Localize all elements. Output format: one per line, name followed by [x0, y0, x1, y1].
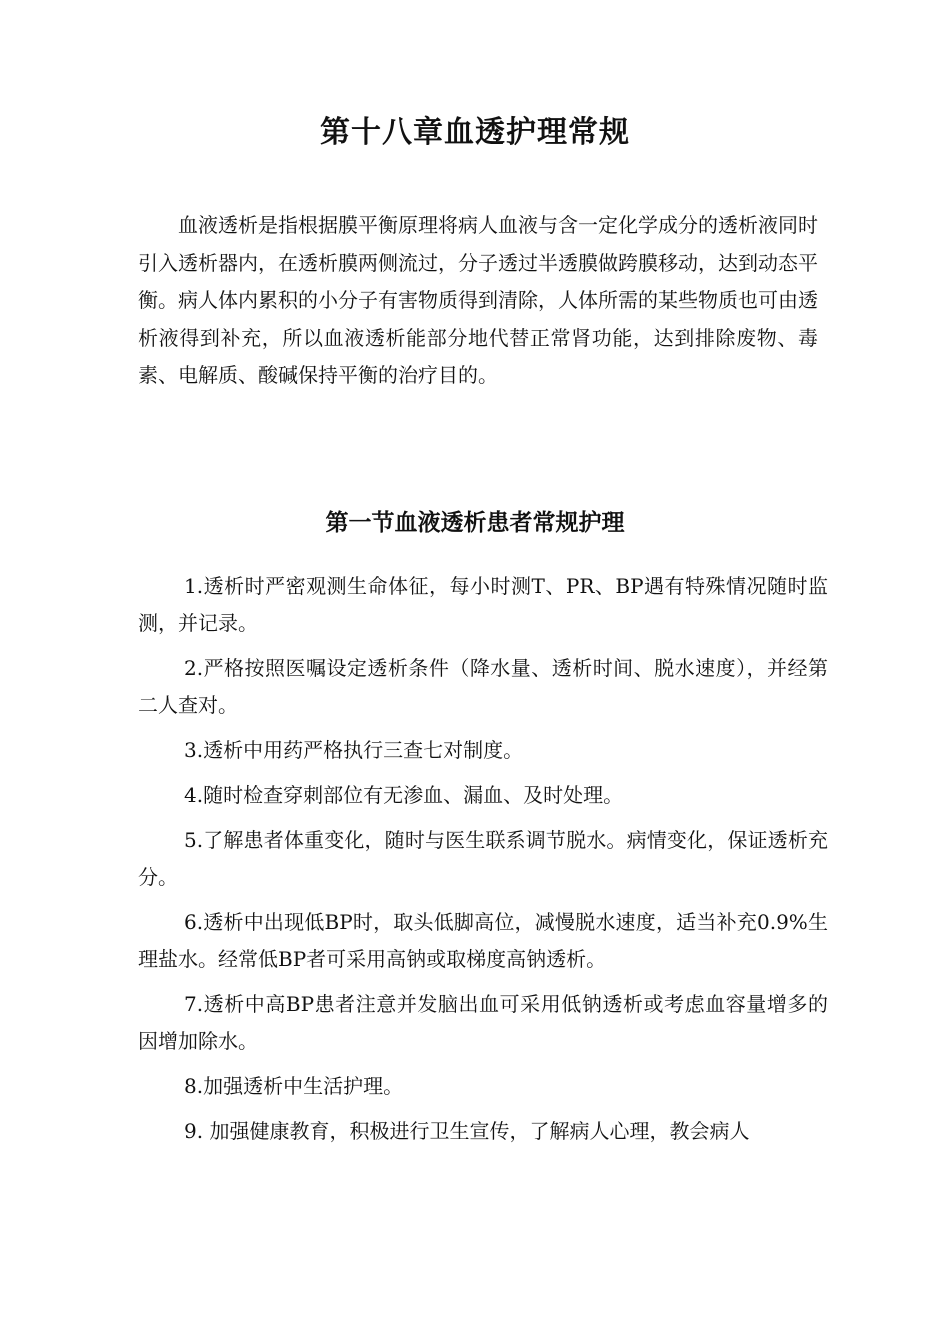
list-item: 3.透析中用药严格执行三查七对制度。 [184, 738, 524, 762]
list-item: 6.透析中出现低BP时，取头低脚高位，减慢脱水速度，适当补充0.9%生理盐水。经常低BP者可采用高钠或取梯度高钠透析。 [138, 910, 828, 971]
nursing-items-list [138, 568, 828, 1158]
list-item: 4.随时检查穿刺部位有无渗血、漏血、及时处理。 [184, 783, 624, 807]
intro-paragraph: 血液透析是指根据膜平衡原理将病人血液与含一定化学成分的透析液同时引入透析器内，在透析膜两侧流过，分子透过半透膜做跨膜移动，达到动态平衡。病人体内累积的小分子有害物质得到清除，人体所需的某些物质也可由透析液得到补充，所以血液透析能部分地代替正常肾功能，达到排除废物、毒素、电解质、酸碱保持平衡的治疗目的。 [138, 213, 818, 387]
chapter-title: 第十八章血透护理常规 [320, 115, 630, 150]
list-item: 2.严格按照医嘱设定透析条件（降水量、透析时间、脱水速度），并经第二人查对。 [138, 656, 828, 717]
list-item: 7.透析中高BP患者注意并发脑出血可采用低钠透析或考虑血容量增多的因增加除水。 [138, 992, 828, 1053]
list-item: 9. 加强健康教育，积极进行卫生宣传，了解病人心理，教会病人 [184, 1119, 750, 1143]
list-item: 1.透析时严密观测生命体征，每小时测T、PR、BP遇有特殊情况随时监测，并记录。 [138, 574, 828, 635]
section-title: 第一节血液透析患者常规护理 [325, 510, 625, 536]
list-item: 8.加强透析中生活护理。 [184, 1074, 404, 1098]
list-item: 5.了解患者体重变化，随时与医生联系调节脱水。病情变化，保证透析充分。 [138, 828, 828, 889]
